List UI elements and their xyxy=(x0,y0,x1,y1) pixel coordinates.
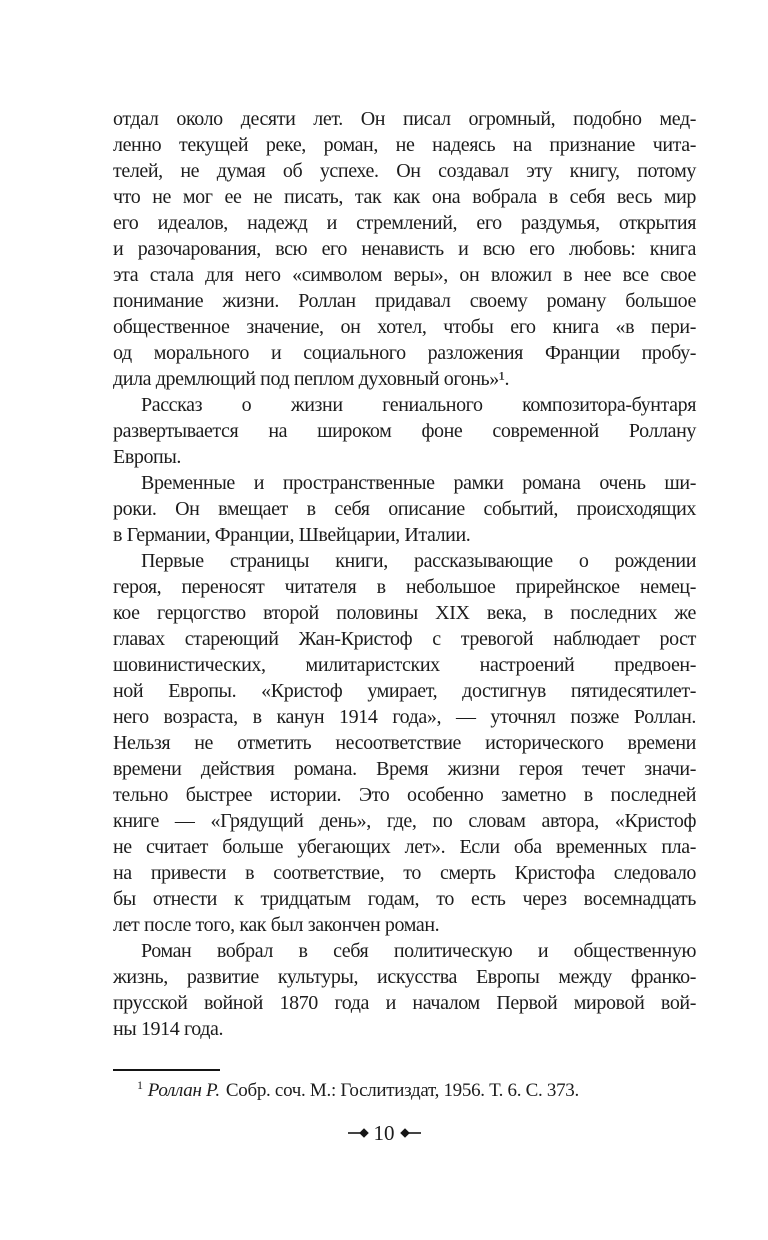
text-line: на привести в соответствие, то смерть Кристофа следовало xyxy=(113,862,696,884)
footnote-author: Роллан Р. xyxy=(147,1080,220,1101)
text-line: кое герцогство второй половины XIX века, в последних же xyxy=(113,602,696,624)
paragraph xyxy=(113,938,696,1042)
text-line: ной Европы. «Кристоф умирает, достигнув пятидесятилет- xyxy=(113,680,696,702)
text-line: телей, не думая об успехе. Он создавал эту книгу, потому xyxy=(113,160,696,182)
text-line: Европы. xyxy=(113,446,182,468)
text-line: эта стала для него «символом веры», он вложил в нее все свое xyxy=(113,264,696,286)
text-line: прусской войной 1870 года и началом Первой мировой вой- xyxy=(113,992,696,1014)
text-line: Первые страницы книги, рассказывающие о рождении xyxy=(141,550,696,572)
text-line: что не мог ее не писать, так как она вобрала в себя весь мир xyxy=(113,186,696,208)
footnote-divider xyxy=(113,1069,220,1071)
footnote-text xyxy=(113,1079,696,1103)
footnote-citation: Собр. соч. М.: Гослитиздат, 1956. Т. 6. С. 373. xyxy=(225,1080,579,1101)
text-line: бы отнести к тридцатым годам, то есть через восемнадцать xyxy=(113,888,696,910)
text-line: героя, переносят читателя в небольшое прирейнское немец- xyxy=(113,576,696,598)
text-line: Нельзя не отметить несоответствие исторического времени xyxy=(113,732,696,754)
footnote xyxy=(113,1069,696,1103)
text-line: Роман вобрал в себя политическую и общественную xyxy=(141,940,696,962)
text-line: тельно быстрее истории. Это особенно заметно в последней xyxy=(113,784,696,806)
page-footer xyxy=(0,1120,768,1146)
page-number: 10 xyxy=(373,1121,395,1145)
text-line: его идеалов, надежд и стремлений, его раздумья, открытия xyxy=(113,212,696,234)
text-line: шовинистических, милитаристских настроений предвоен- xyxy=(113,654,696,676)
paragraph xyxy=(113,392,696,470)
text-line: времени действия романа. Время жизни героя течет значи- xyxy=(113,758,696,780)
text-line: жизнь, развитие культуры, искусства Европы между франко- xyxy=(113,966,696,988)
text-line: отдал около десяти лет. Он писал огромный, подобно мед- xyxy=(113,108,696,130)
text-line: од морального и социального разложения Франции пробу- xyxy=(113,342,696,364)
text-line: книге — «Грядущий день», где, по словам автора, «Кристоф xyxy=(113,810,696,832)
text-line: общественное значение, он хотел, чтобы его книга «в пери- xyxy=(113,316,696,338)
text-line: него возраста, в канун 1914 года», — уточнял позже Роллан. xyxy=(113,706,696,728)
diamond-ornament-left-icon xyxy=(348,1127,372,1139)
text-line: ны 1914 года. xyxy=(113,1018,224,1040)
footnote-marker: 1 xyxy=(137,1077,143,1092)
text-line: дила дремлющий под пеплом духовный огонь»¹. xyxy=(113,368,510,390)
text-line: ленно текущей реке, роман, не надеясь на признание чита- xyxy=(113,134,696,156)
text-line: главах стареющий Жан-Кристоф с тревогой наблюдает рост xyxy=(113,628,696,650)
text-line: понимание жизни. Роллан придавал своему роману большое xyxy=(113,290,696,312)
text-line: в Германии, Франции, Швейцарии, Италии. xyxy=(113,524,471,546)
paragraph xyxy=(113,106,696,392)
text-line: развертывается на широком фоне современной Роллану xyxy=(113,420,696,442)
text-line: Рассказ о жизни гениального композитора-бунтаря xyxy=(141,394,696,416)
paragraph xyxy=(113,470,696,548)
text-line: не считает больше убегающих лет». Если оба временных пла- xyxy=(113,836,696,858)
diamond-ornament-right-icon xyxy=(397,1127,421,1139)
text-line: и разочарования, всю его ненависть и всю его любовь: книга xyxy=(113,238,696,260)
text-line: лет после того, как был закончен роман. xyxy=(113,914,440,936)
text-line: роки. Он вмещает в себя описание событий, происходящих xyxy=(113,498,696,520)
text-line: Временные и пространственные рамки романа очень ши- xyxy=(141,472,696,494)
body-text xyxy=(113,106,696,1042)
paragraph xyxy=(113,548,696,938)
